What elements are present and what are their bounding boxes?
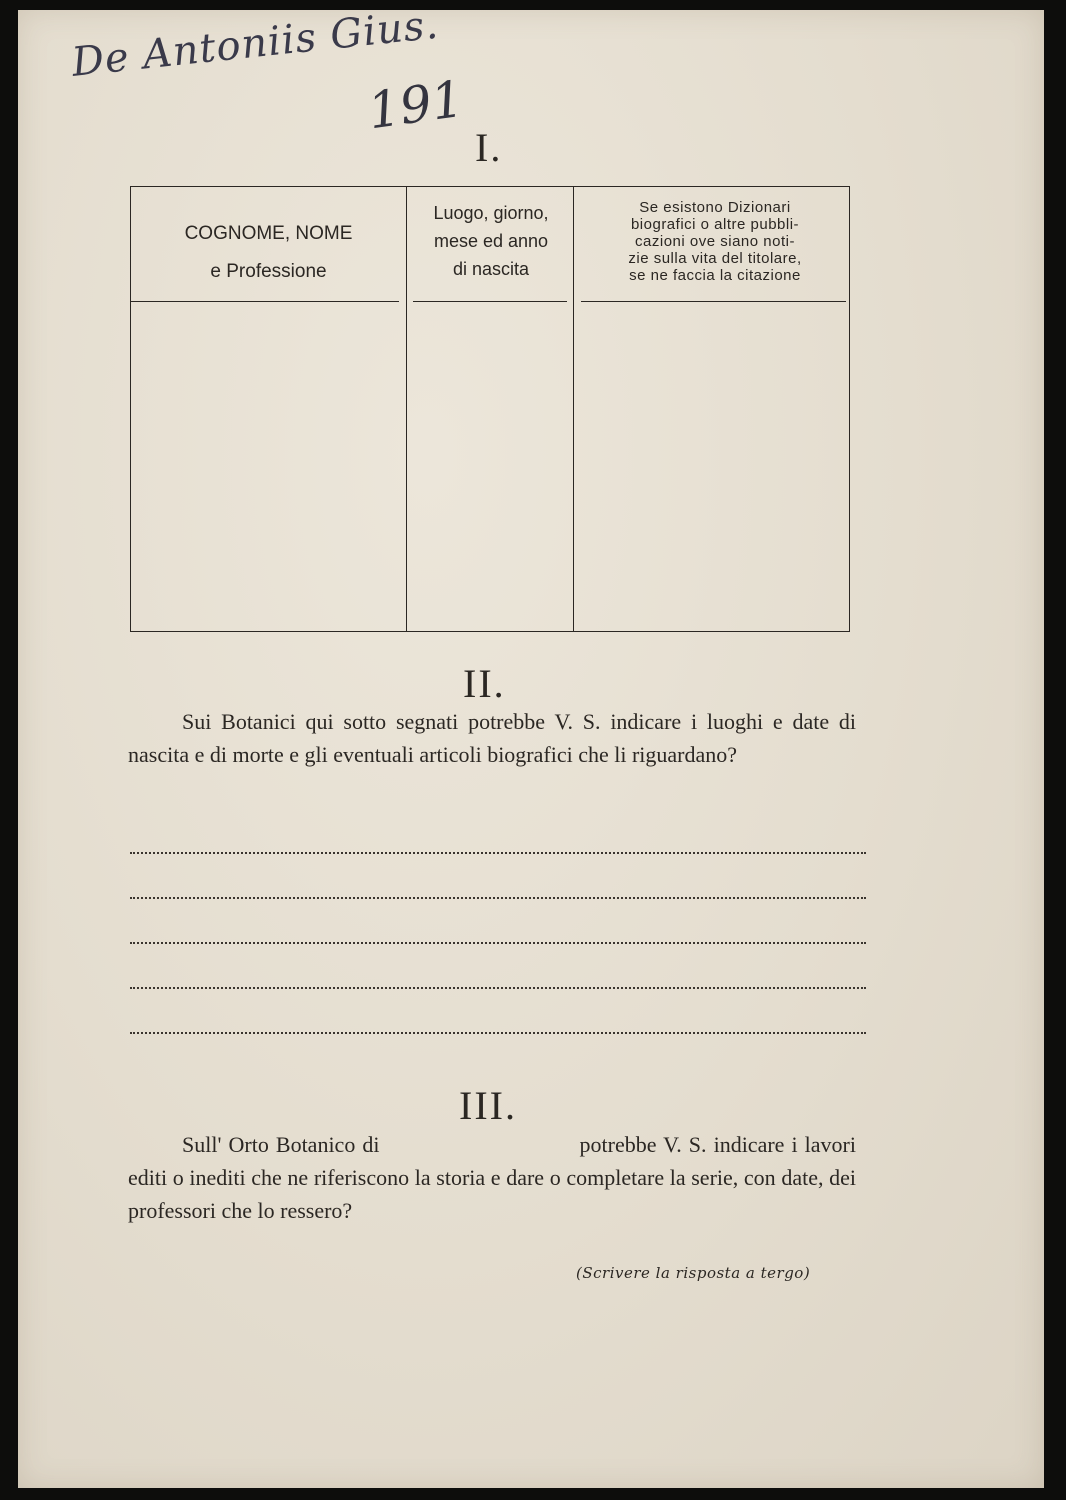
header-rule: [413, 301, 567, 302]
section-2-heading: II.: [463, 661, 506, 706]
header-line: e Professione: [210, 261, 327, 282]
question-text-end: potrebbe V. S. indicare i lavori editi o inediti che ne riferiscono la storia e dare o completare la serie, con date, dei professori che lo ressero?: [128, 1132, 856, 1223]
header-rule: [131, 301, 399, 302]
header-line: biografici o altre pubbli-: [630, 216, 800, 233]
header-line: mese ed anno: [433, 231, 549, 251]
section-1-heading: I.: [475, 125, 503, 170]
column-header-birth: [411, 199, 571, 283]
header-line: Se esistono Dizionari: [639, 199, 791, 216]
answer-line[interactable]: [130, 897, 866, 899]
header-rule: [581, 301, 846, 302]
header-line: cazioni ove siano noti-: [635, 233, 795, 250]
header-line: Luogo, giorno,: [433, 203, 549, 223]
header-line: COGNOME, NOME: [184, 223, 353, 244]
handwritten-folio-number: 191: [364, 69, 468, 141]
answer-line[interactable]: [130, 1032, 866, 1034]
header-line: di nascita: [452, 259, 530, 279]
column-divider: [573, 187, 574, 631]
handwritten-name: De Antoniis Gius.: [69, 1, 441, 86]
biographical-form-table: [130, 186, 850, 632]
section-3-heading: III.: [459, 1083, 517, 1128]
header-line: zie sulla vita del titolare,: [628, 250, 802, 267]
answer-line[interactable]: [130, 987, 866, 989]
column-header-name: [141, 215, 396, 291]
header-line: se ne faccia la citazione: [629, 267, 801, 284]
answer-line[interactable]: [130, 852, 866, 854]
answer-instruction: (Scrivere la risposta a tergo): [576, 1264, 811, 1282]
question-text-start: Sull' Orto Botanico di: [182, 1132, 380, 1157]
section-2-question: [128, 705, 856, 771]
column-header-references: [581, 199, 849, 284]
question-text: Sui Botanici qui sotto segnati potrebbe V. S. indicare i luoghi e date di nascita e di morte e gli eventuali articoli biografici che li riguardano?: [128, 709, 856, 767]
section-3-question: [128, 1128, 856, 1227]
answer-line[interactable]: [130, 942, 866, 944]
column-divider: [406, 187, 407, 631]
